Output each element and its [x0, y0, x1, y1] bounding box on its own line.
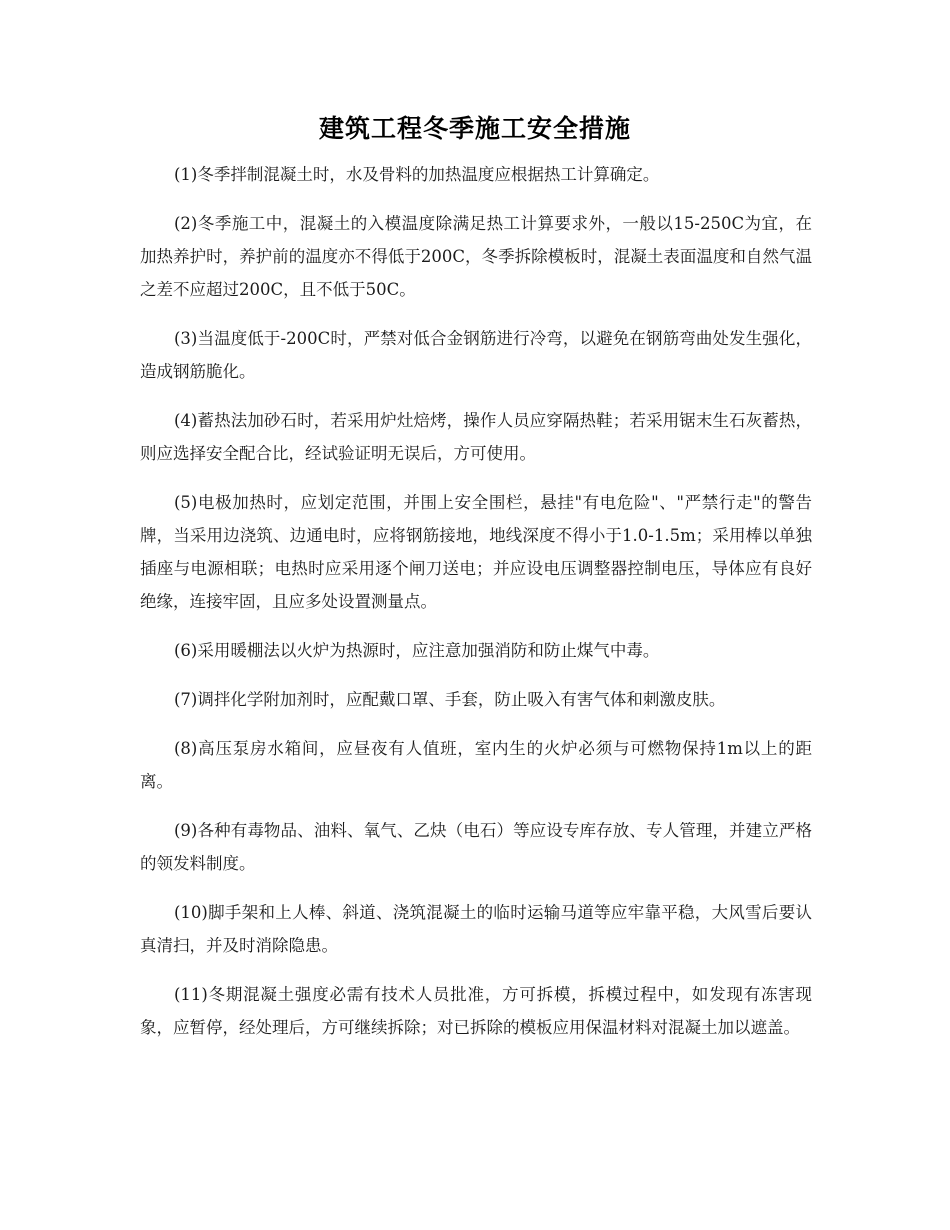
paragraph-5: (5)电极加热时，应划定范围，并围上安全围栏，悬挂"有电危险"、"严禁行走"的警告牌，当采用边浇筑、边通电时，应将钢筋接地，地线深度不得小于1.0-1.5m；采用棒以单独插座与电源相联；电热时应采用逐个闸刀送电；并应设电压调整器控制电压，导体应有良好绝缘，连接牢固，且应多处设置测量点。 [140, 493, 812, 611]
paragraph-3: (3)当温度低于-200C时，严禁对低合金钢筋进行冷弯，以避免在钢筋弯曲处发生强化，造成钢筋脆化。 [140, 329, 812, 381]
paragraph-8: (8)高压泵房水箱间，应昼夜有人值班，室内生的火炉必须与可燃物保持1m以上的距离。 [140, 739, 812, 791]
paragraph-2: (2)冬季施工中，混凝土的入模温度除满足热工计算要求外，一般以15-250C为宜，在加热养护时，养护前的温度亦不得低于200C，冬季拆除模板时，混凝土表面温度和自然气温之差不应超过200C，且不低于50C。 [140, 214, 812, 299]
paragraph-11: (11)冬期混凝土强度必需有技术人员批准，方可拆模，拆模过程中，如发现有冻害现象，应暂停，经处理后，方可继续拆除；对已拆除的模板应用保温材料对混凝土加以遮盖。 [140, 985, 812, 1037]
paragraph-1: (1)冬季拌制混凝土时，水及骨料的加热温度应根据热工计算确定。 [174, 165, 660, 184]
paragraph-7: (7)调拌化学附加剂时，应配戴口罩、手套，防止吸入有害气体和刺激皮肤。 [174, 690, 726, 709]
paragraph-10: (10)脚手架和上人棒、斜道、浇筑混凝土的临时运输马道等应牢靠平稳，大风雪后要认真清扫，并及时消除隐患。 [140, 903, 812, 955]
paragraph-4: (4)蓄热法加砂石时，若采用炉灶焙烤，操作人员应穿隔热鞋；若采用锯末生石灰蓄热，则应选择安全配合比，经试验证明无误后，方可使用。 [140, 411, 812, 463]
document-title: 建筑工程冬季施工安全措施 [318, 114, 631, 143]
document-body [140, 158, 812, 1060]
paragraph-9: (9)各种有毒物品、油料、氧气、乙炔（电石）等应设专库存放、专人管理，并建立严格的领发料制度。 [140, 821, 812, 873]
paragraph-6: (6)采用暖棚法以火炉为热源时，应注意加强消防和防止煤气中毒。 [174, 641, 660, 660]
